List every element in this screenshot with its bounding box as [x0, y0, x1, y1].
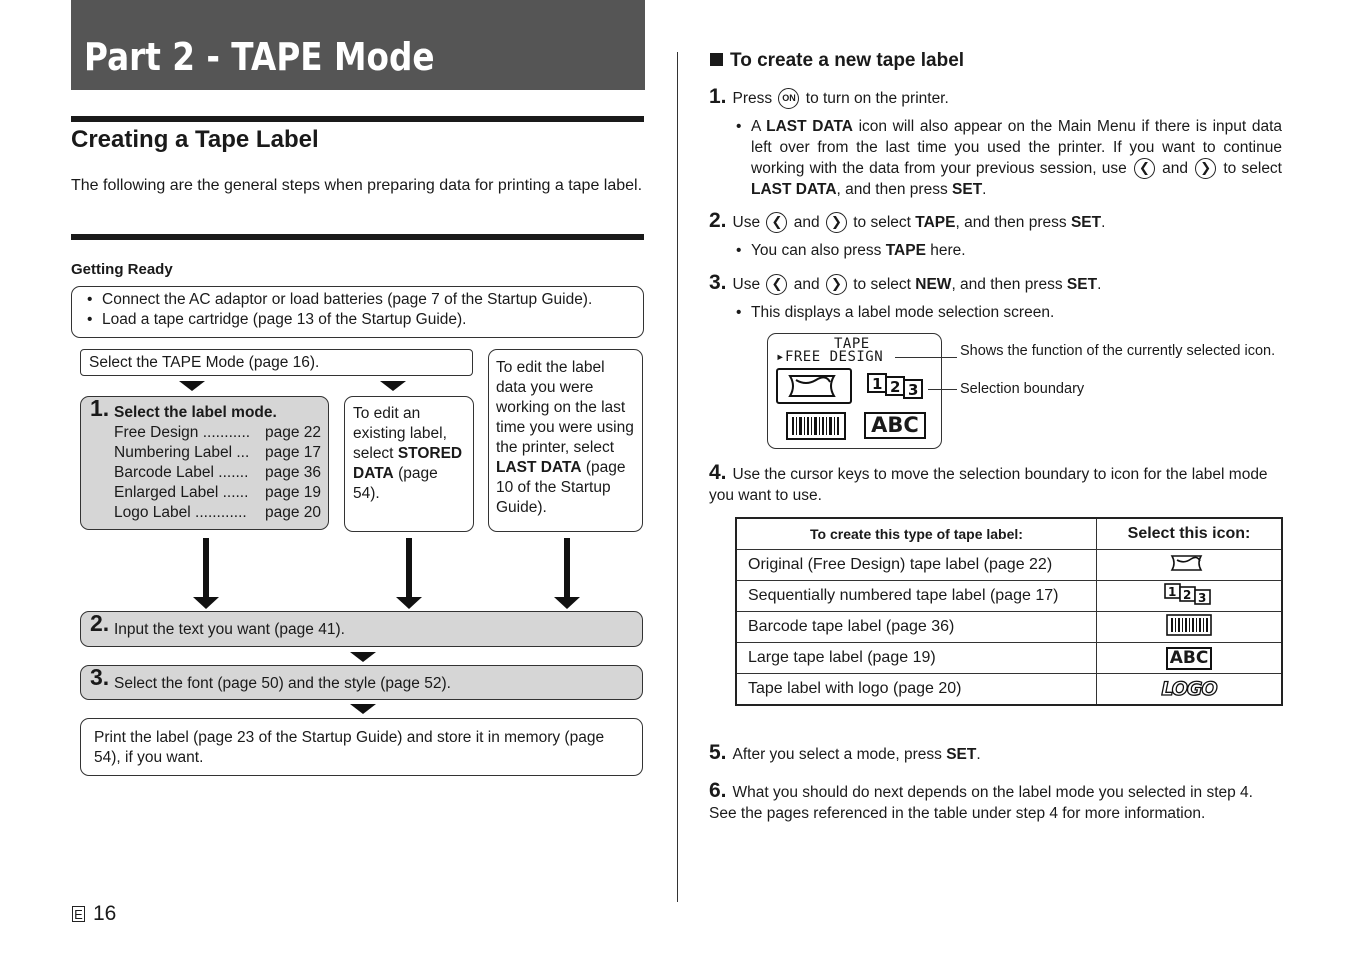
section-title: Creating a Tape Label — [71, 126, 319, 153]
flow-arrow-icon — [350, 704, 376, 714]
step1-title: Select the label mode. — [114, 404, 277, 421]
free-design-icon — [1169, 553, 1209, 573]
svg-text:3: 3 — [1198, 590, 1207, 605]
step2-text: Input the text you want (page 41). — [114, 621, 345, 638]
page-title: Part 2 - TAPE Mode — [84, 35, 435, 79]
step3-box — [80, 665, 643, 700]
select-tape-mode-box — [80, 349, 473, 376]
page-title-banner — [71, 0, 645, 90]
free-design-icon — [786, 372, 844, 400]
section-rule-2 — [71, 234, 644, 240]
flow-arrow-icon — [350, 652, 376, 662]
down-arrow-icon — [396, 597, 422, 609]
svg-text:1: 1 — [1168, 584, 1177, 599]
down-arrow-icon — [406, 538, 412, 598]
left-arrow-key-icon: ❮ — [766, 212, 787, 233]
right-arrow-key-icon: ❯ — [826, 212, 847, 233]
step2-box — [80, 611, 643, 647]
section-rule — [71, 116, 644, 122]
print-box — [80, 718, 643, 776]
left-arrow-key-icon: ❮ — [1134, 158, 1155, 179]
list-item: Numbering Label ... page 17 — [114, 444, 321, 461]
numbering-icon — [1164, 583, 1214, 605]
list-item: Barcode Label ....... page 36 — [114, 464, 321, 481]
table-header-row — [736, 518, 1282, 550]
edit-existing-box: To edit an existing label, select STORED DATA (page 54). — [344, 396, 474, 532]
lcd-screen — [767, 333, 942, 449]
logo-icon: LOGO — [1161, 678, 1217, 700]
callout-line — [928, 389, 957, 390]
enlarged-abc-icon: ABC — [1166, 647, 1213, 670]
right-step5: 5. After you select a mode, press SET. — [709, 741, 981, 764]
table-row: Original (Free Design) tape label (page 22) — [736, 550, 1282, 581]
barcode-icon — [786, 412, 846, 440]
right-arrow-key-icon: ❯ — [1195, 158, 1216, 179]
print-text: Print the label (page 23 of the Startup Guide) and store it in memory (page 54), if you want. — [94, 729, 605, 766]
step3-text: Select the font (page 50) and the style (page 52). — [114, 675, 451, 692]
select-tape-mode-text: Select the TAPE Mode (page 16). — [89, 354, 320, 371]
right-step3: 3. Use ❮ and ❯ to select NEW, and then press SET. — [709, 271, 1102, 294]
svg-text:1: 1 — [872, 375, 883, 393]
svg-text:3: 3 — [908, 381, 919, 399]
right-step1-note: • A LAST DATA icon will also appear on the Main Menu if there is input data left over from the last time you used the printer. If you want to continue working with the data from your previous session, use ❮ and ❯ to select LAST DATA, and then press SET. — [751, 116, 1282, 200]
numbering-icon — [866, 372, 926, 400]
right-step3-note: • This displays a label mode selection screen. — [751, 302, 1054, 323]
flow-arrow-icon — [380, 381, 406, 391]
label-mode-table — [735, 517, 1283, 706]
svg-text:2: 2 — [890, 378, 901, 396]
list-item: Free Design ........... page 22 — [114, 424, 321, 441]
table-header: To create this type of tape label: — [736, 518, 1097, 550]
step1-number: 1. — [90, 395, 110, 421]
callout-line — [895, 357, 957, 358]
getting-ready-box — [71, 286, 644, 338]
right-step2-note: • You can also press TAPE here. — [751, 240, 966, 261]
square-bullet-icon — [710, 53, 723, 66]
callout-boundary: Selection boundary — [960, 381, 1085, 397]
getting-ready-heading: Getting Ready — [71, 261, 173, 278]
down-arrow-icon — [554, 597, 580, 609]
down-arrow-icon — [193, 597, 219, 609]
table-row: Large tape label (page 19) ABC — [736, 643, 1282, 674]
table-row: Tape label with logo (page 20) LOGO — [736, 674, 1282, 706]
step2-number: 2. — [90, 610, 110, 636]
lcd-function-label: ▸FREE DESIGN — [776, 349, 884, 365]
list-item: • Load a tape cartridge (page 13 of the Startup Guide). — [82, 310, 633, 330]
list-item: Logo Label ............ page 20 — [114, 504, 321, 521]
barcode-icon — [1166, 614, 1212, 636]
table-row: Barcode tape label (page 36) — [736, 612, 1282, 643]
right-step2: 2. Use ❮ and ❯ to select TAPE, and then press SET. — [709, 209, 1106, 232]
column-divider — [677, 52, 678, 902]
step1-box — [80, 396, 329, 530]
lcd-mode-label: TAPE — [834, 336, 870, 352]
list-item: • Connect the AC adaptor or load batteries (page 7 of the Startup Guide). — [82, 290, 633, 310]
language-badge: E — [72, 906, 85, 922]
right-step4: 4. Use the cursor keys to move the selection boundary to icon for the label mode you want to use. — [709, 461, 1268, 504]
table-header: Select this icon: — [1097, 518, 1283, 550]
edit-last-box: To edit the label data you were working on the last time you were using the printer, select LAST DATA (page 10 of the Startup Guide). — [488, 349, 643, 532]
stored-data-label: STORED DATA — [353, 445, 463, 482]
intro-text: The following are the general steps when preparing data for printing a tape label. — [71, 177, 643, 194]
enlarged-abc-icon: ABC — [864, 412, 926, 439]
callout-function: Shows the function of the currently selected icon. — [960, 343, 1276, 359]
right-heading: To create a new tape label — [730, 50, 965, 71]
on-key-icon: ON — [778, 88, 799, 109]
right-step1: 1. Press ON to turn on the printer. — [709, 85, 949, 108]
down-arrow-icon — [564, 538, 570, 598]
last-data-label: LAST DATA — [496, 459, 582, 476]
step3-number: 3. — [90, 664, 110, 690]
right-arrow-key-icon: ❯ — [826, 274, 847, 295]
left-arrow-key-icon: ❮ — [766, 274, 787, 295]
list-item: Enlarged Label ...... page 19 — [114, 484, 321, 501]
flow-arrow-icon — [179, 381, 205, 391]
table-row: Sequentially numbered tape label (page 17) 1 2 3 — [736, 581, 1282, 612]
page-number: 16 — [93, 902, 117, 925]
svg-text:2: 2 — [1183, 587, 1192, 602]
right-step6: 6. What you should do next depends on the label mode you selected in step 4. See the pages referenced in the table under step 4 for more information. — [709, 779, 1253, 822]
down-arrow-icon — [203, 538, 209, 598]
